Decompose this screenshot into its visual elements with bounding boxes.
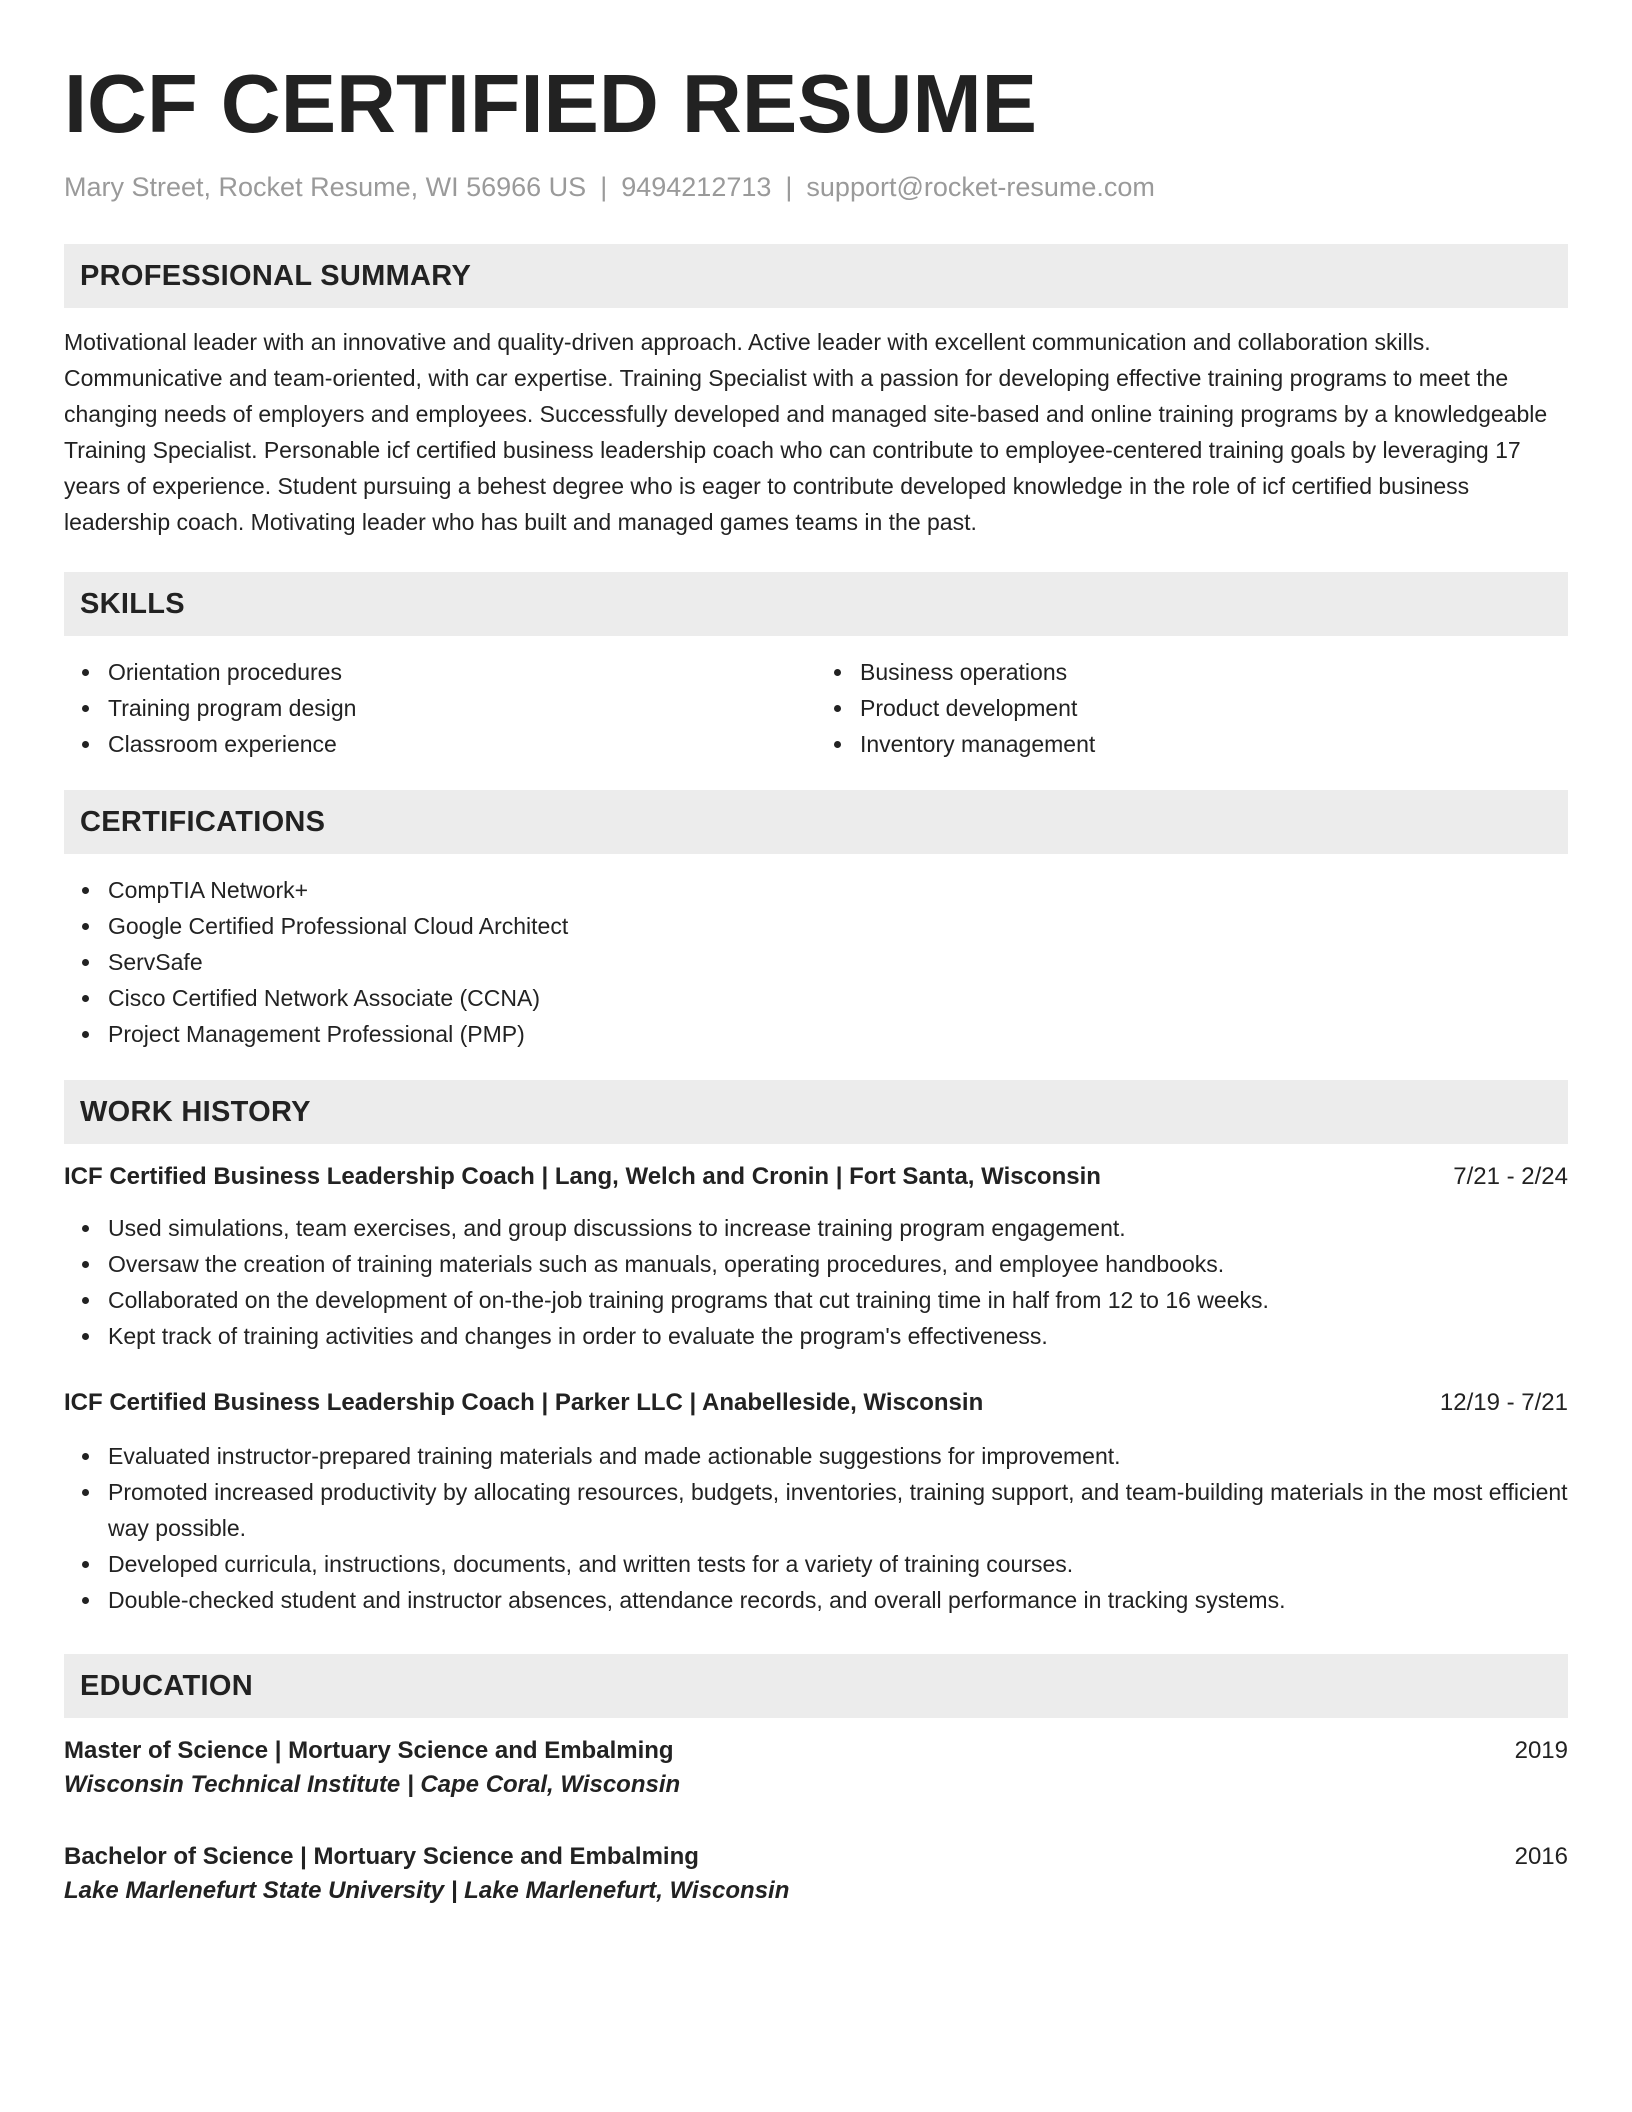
education-degree: Bachelor of Science | Mortuary Science and Embalming <box>64 1843 699 1870</box>
skill-item: Product development <box>860 690 1568 726</box>
job-header <box>64 1160 1568 1194</box>
contact-phone: 9494212713 <box>621 172 772 202</box>
summary-heading: PROFESSIONAL SUMMARY <box>64 244 1568 308</box>
certification-item: CompTIA Network+ <box>108 872 1568 908</box>
contact-line <box>64 170 1568 204</box>
job-bullet: Collaborated on the development of on-the-job training programs that cut training time in half from 12 to 16 weeks. <box>108 1282 1568 1318</box>
certification-item: ServSafe <box>108 944 1568 980</box>
job-bullet: Developed curricula, instructions, documents, and written tests for a variety of training courses. <box>108 1546 1568 1582</box>
education-degree: Master of Science | Mortuary Science and Embalming <box>64 1737 674 1764</box>
certification-item: Project Management Professional (PMP) <box>108 1016 1568 1052</box>
education-header <box>64 1840 1568 1874</box>
job-bullet: Kept track of training activities and changes in order to evaluate the program's effectiveness. <box>108 1318 1568 1354</box>
education-year: 2016 <box>1514 1843 1568 1870</box>
skill-item: Orientation procedures <box>108 654 816 690</box>
job-bullets <box>64 1210 1568 1354</box>
skills-grid <box>64 654 1568 762</box>
certification-item: Cisco Certified Network Associate (CCNA) <box>108 980 1568 1016</box>
education-header <box>64 1734 1568 1768</box>
contact-email: support@rocket-resume.com <box>806 172 1155 202</box>
job-bullets <box>64 1438 1568 1618</box>
job-bullet: Evaluated instructor-prepared training materials and made actionable suggestions for improvement. <box>108 1438 1568 1474</box>
skill-item: Training program design <box>108 690 816 726</box>
certifications-list <box>64 872 1568 1052</box>
contact-separator: | <box>600 172 608 202</box>
job-dates: 12/19 - 7/21 <box>1439 1389 1568 1416</box>
skills-list-right <box>816 654 1568 762</box>
skill-item: Classroom experience <box>108 726 816 762</box>
job-bullet: Used simulations, team exercises, and group discussions to increase training program engagement. <box>108 1210 1568 1246</box>
skills-heading: SKILLS <box>64 572 1568 636</box>
certification-item: Google Certified Professional Cloud Architect <box>108 908 1568 944</box>
education-year: 2019 <box>1514 1737 1568 1764</box>
skill-item: Business operations <box>860 654 1568 690</box>
certifications-heading: CERTIFICATIONS <box>64 790 1568 854</box>
contact-separator: | <box>785 172 793 202</box>
skill-item: Inventory management <box>860 726 1568 762</box>
job-title: ICF Certified Business Leadership Coach | Lang, Welch and Cronin | Fort Santa, Wisconsin <box>64 1163 1101 1190</box>
job-header <box>64 1386 1568 1420</box>
job-bullet: Promoted increased productivity by allocating resources, budgets, inventories, training support, and team-building materials in the most efficient way possible. <box>108 1474 1568 1546</box>
summary-text: Motivational leader with an innovative and quality-driven approach. Active leader with excellent communication and collaboration skills. Communicative and team-oriented, with car expertise. Training Specialist with a passion for developing effective training programs to meet the changing needs of employers and employees. Successfully developed and managed site-based and online training programs by a knowledgeable Training Specialist. Personable icf certified business leadership coach who can contribute to employee-centered training goals by leveraging 17 years of experience. Student pursuing a behest degree who is eager to contribute developed knowledge in the role of icf certified business leadership coach. Motivating leader who has built and managed games teams in the past. <box>64 329 1548 535</box>
job-bullet: Double-checked student and instructor absences, attendance records, and overall performance in tracking systems. <box>108 1582 1568 1618</box>
skills-list-left <box>64 654 816 762</box>
education-heading: EDUCATION <box>64 1654 1568 1718</box>
job-title: ICF Certified Business Leadership Coach | Parker LLC | Anabelleside, Wisconsin <box>64 1389 984 1416</box>
education-school: Wisconsin Technical Institute | Cape Coral, Wisconsin <box>64 1771 681 1798</box>
resume-title: ICF CERTIFIED RESUME <box>64 57 1037 150</box>
job-dates: 7/21 - 2/24 <box>1453 1163 1568 1190</box>
work-history-heading: WORK HISTORY <box>64 1080 1568 1144</box>
education-school: Lake Marlenefurt State University | Lake Marlenefurt, Wisconsin <box>64 1877 790 1904</box>
contact-address: Mary Street, Rocket Resume, WI 56966 US <box>64 172 587 202</box>
job-bullet: Oversaw the creation of training materials such as manuals, operating procedures, and employee handbooks. <box>108 1246 1568 1282</box>
